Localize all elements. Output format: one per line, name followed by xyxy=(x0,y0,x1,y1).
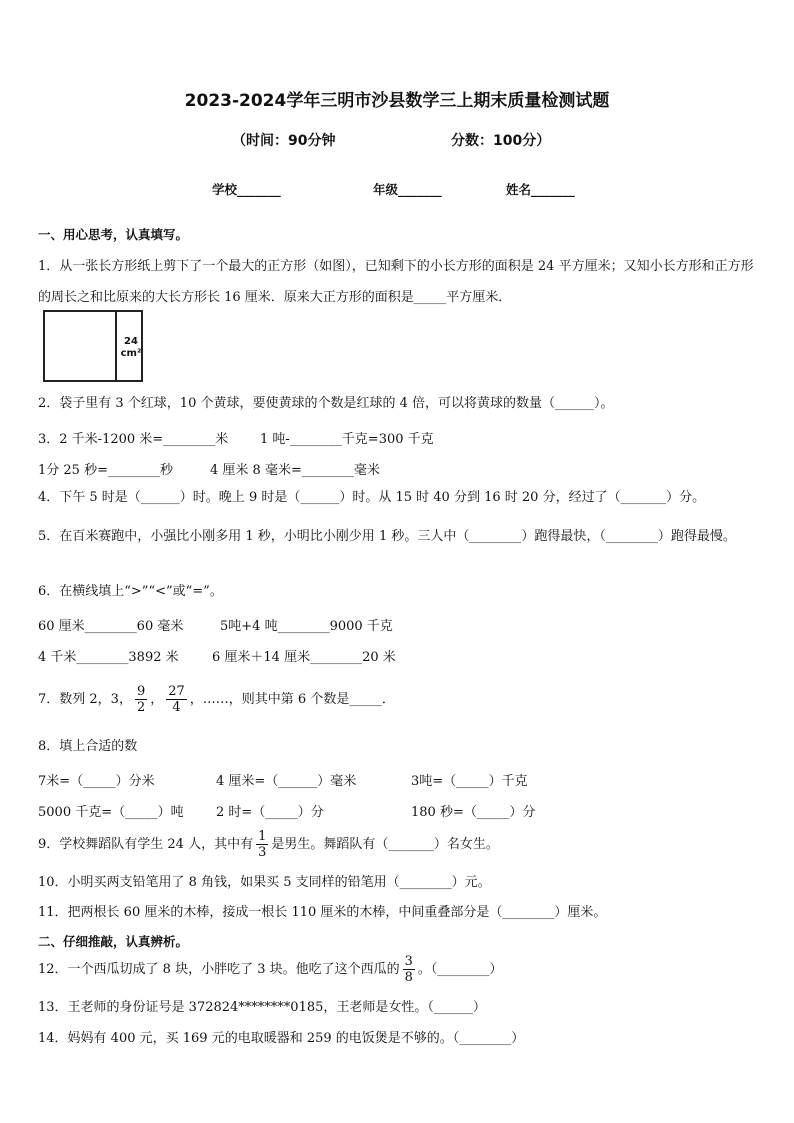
fraction-denominator: 4 xyxy=(172,700,181,715)
fraction-numerator: 3 xyxy=(404,954,413,969)
fraction-denominator: 8 xyxy=(404,970,413,985)
question-10: 10．小明买两支铅笔用了 8 角钱，如果买 5 支同样的铅笔用（________）元。 xyxy=(38,875,491,890)
figure-divider xyxy=(115,312,117,380)
fraction-numerator: 27 xyxy=(168,684,185,699)
question-1: 1．从一张长方形纸上剪下了一个最大的正方形（如图），已知剩下的小长方形的面积是 24 平方厘米；又知小长方形和正方形的周长之和比原来的大长方形长 16 厘米．原来大正方形的面积是_____平方厘米． xyxy=(38,259,754,305)
q6-item-c: 4 千米________3892 米 xyxy=(38,650,179,665)
exam-score: 分数：100分） xyxy=(451,133,551,149)
fraction-denominator: 2 xyxy=(136,700,146,715)
area-unit: cm² xyxy=(120,348,142,359)
q12-text-pre: 12．一个西瓜切成了 8 块，小胖吃了 3 块。他吃了这个西瓜的 xyxy=(38,962,400,977)
q6-item-b: 5吨+4 吨________9000 千克 xyxy=(220,619,393,634)
q3-item-d: 4 厘米 8 毫米=________毫米 xyxy=(210,463,380,478)
question-8-stem: 8．填上合适的数 xyxy=(38,739,138,754)
fraction-numerator: 1 xyxy=(258,829,267,844)
q8-item-e: 2 时=（_____）分 xyxy=(216,805,324,820)
q8-item-f: 180 秒=（_____）分 xyxy=(411,805,536,820)
q6-item-a: 60 厘米________60 毫米 xyxy=(38,619,184,634)
question-13: 13．王老师的身份证号是 372824********0185，王老师是女性。（______） xyxy=(38,1000,486,1015)
question-4: 4．下午 5 时是（______）时。晚上 9 时是（______）时。从 15 时 40 分到 16 时 20 分，经过了（_______）分。 xyxy=(38,490,706,505)
q7-text-pre: 7．数列 2，3， xyxy=(38,692,132,707)
q3-item-b: 1 吨-________千克=300 千克 xyxy=(260,432,434,447)
question-11: 11．把两根长 60 厘米的木棒，接成一根长 110 厘米的木棒，中间重叠部分是（________）厘米。 xyxy=(38,905,607,920)
q7-text-post: ，……，则其中第 6 个数是_____． xyxy=(189,692,395,707)
question-12 xyxy=(38,953,760,987)
exam-time: （时间：90分钟 xyxy=(232,133,336,149)
fraction-numerator: 9 xyxy=(136,684,146,699)
name-field: 姓名_______ xyxy=(506,182,575,197)
q8-item-a: 7米=（_____）分米 xyxy=(38,774,155,789)
rectangle-figure xyxy=(43,310,143,382)
fraction-1-3 xyxy=(256,829,268,860)
question-2: 2．袋子里有 3 个红球，10 个黄球，要使黄球的个数是红球的 4 倍，可以将黄球的数量（______）。 xyxy=(38,396,614,411)
fraction-27-4 xyxy=(166,684,187,715)
fraction-9-2 xyxy=(135,684,147,715)
q8-item-d: 5000 千克=（_____）吨 xyxy=(38,805,184,820)
q3-item-c: 1分 25 秒=________秒 xyxy=(38,463,173,478)
question-5: 5．在百米赛跑中，小强比小刚多用 1 秒，小明比小刚少用 1 秒。三人中（________）跑得最快，（________）跑得最慢。 xyxy=(38,529,736,544)
question-14: 14．妈妈有 400 元，买 169 元的电取暖器和 259 的电饭煲是不够的。（________） xyxy=(38,1031,525,1046)
q6-item-d: 6 厘米＋14 厘米________20 米 xyxy=(212,650,396,665)
q3-item-a: 3．2 千米-1200 米=________米 xyxy=(38,432,229,447)
figure-area-label xyxy=(119,336,143,360)
question-9 xyxy=(38,828,760,862)
section-heading-2: 二、仔细推敲，认真辨析。 xyxy=(38,934,189,949)
q8-item-c: 3吨=（_____）千克 xyxy=(411,774,528,789)
area-value: 24 xyxy=(124,336,138,347)
question-7 xyxy=(38,682,760,718)
question-6-stem: 6．在横线填上“>”“<”或“=”。 xyxy=(38,584,223,599)
fraction-denominator: 3 xyxy=(258,845,267,860)
q12-text-post: 。（________） xyxy=(417,962,503,977)
q7-separator: ， xyxy=(150,692,164,707)
q9-text-pre: 9．学校舞蹈队有学生 24 人，其中有 xyxy=(38,837,254,852)
grade-field: 年级_______ xyxy=(373,182,442,197)
q8-item-b: 4 厘米=（______）毫米 xyxy=(216,774,357,789)
page-title: 2023-2024学年三明市沙县数学三上期末质量检测试题 xyxy=(184,91,610,111)
school-field: 学校_______ xyxy=(212,182,281,197)
section-heading-1: 一、用心思考，认真填写。 xyxy=(38,227,189,242)
fraction-3-8 xyxy=(403,954,415,985)
q9-text-post: 是男生。舞蹈队有（_______）名女生。 xyxy=(271,837,499,852)
